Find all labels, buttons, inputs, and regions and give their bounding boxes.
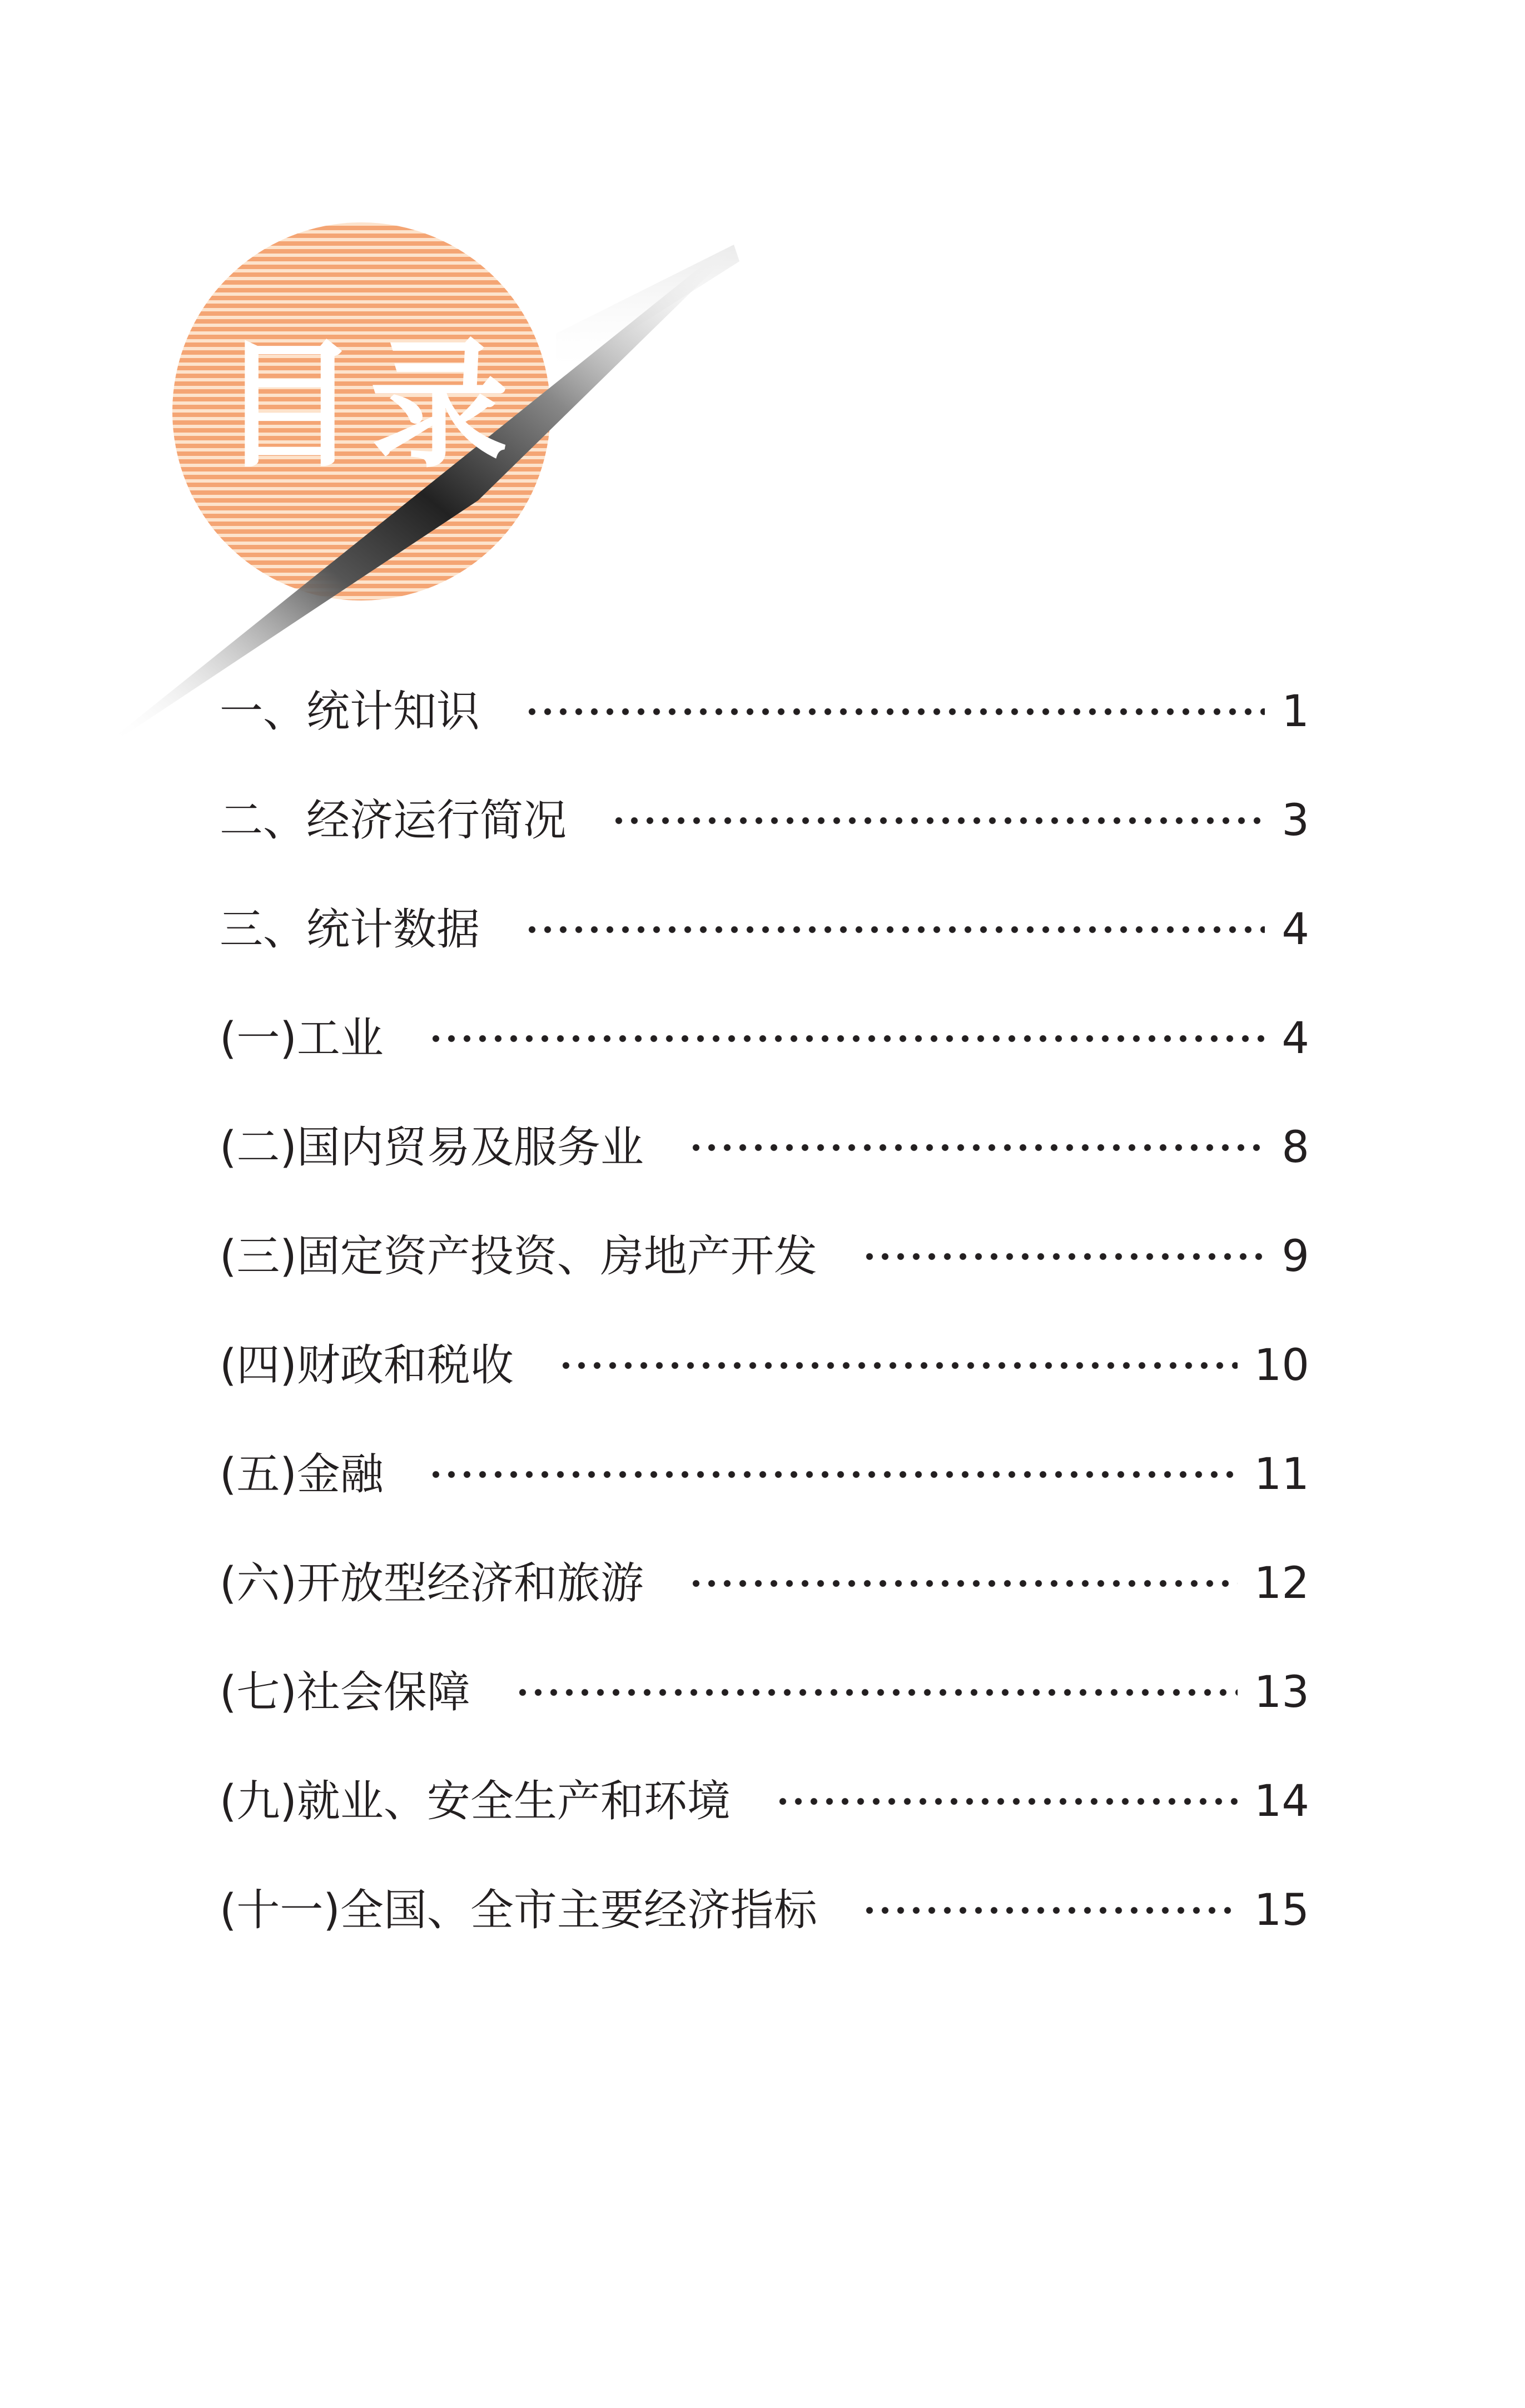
toc-entry-page-number: 1 <box>1281 687 1309 737</box>
dot-leader <box>428 1035 1265 1042</box>
toc-entry-page-number: 9 <box>1281 1232 1309 1282</box>
toc-entry-page-number: 8 <box>1281 1123 1309 1173</box>
toc-entry-label: 三、统计数据 <box>220 905 480 955</box>
toc-entry[interactable] <box>220 1226 1309 1287</box>
dot-leader <box>688 1144 1265 1151</box>
toc-entry-label: (五)金融 <box>220 1449 384 1500</box>
toc-entry-label: (六)开放型经济和旅游 <box>220 1558 644 1608</box>
toc-entry-label: (七)社会保障 <box>220 1667 470 1717</box>
dot-leader <box>611 817 1265 825</box>
toc-entry[interactable] <box>220 1335 1309 1396</box>
toc-entry-page-number: 11 <box>1254 1449 1309 1500</box>
dot-leader <box>524 926 1265 934</box>
dot-leader <box>524 708 1265 716</box>
toc-entry[interactable] <box>220 681 1309 742</box>
dot-leader <box>775 1798 1238 1805</box>
toc-entry[interactable] <box>220 1771 1309 1832</box>
toc-entry[interactable] <box>220 1008 1309 1069</box>
toc-entry-page-number: 4 <box>1281 905 1309 955</box>
toc-entry[interactable] <box>220 1553 1309 1614</box>
dot-leader <box>688 1580 1238 1587</box>
dot-leader <box>428 1471 1238 1478</box>
toc-entry[interactable] <box>220 1444 1309 1505</box>
toc-entry-page-number: 12 <box>1254 1558 1309 1608</box>
toc-entry-label: (九)就业、安全生产和环境 <box>220 1776 731 1826</box>
toc-entry-label: (十一)全国、全市主要经济指标 <box>220 1885 817 1935</box>
dot-leader <box>862 1253 1265 1260</box>
toc-entry[interactable] <box>220 1117 1309 1178</box>
toc-entry-label: (三)固定资产投资、房地产开发 <box>220 1232 817 1282</box>
toc-entry-page-number: 14 <box>1254 1776 1309 1826</box>
toc-entry[interactable] <box>220 1662 1309 1723</box>
toc-entry[interactable] <box>220 899 1309 960</box>
toc-entry[interactable] <box>220 790 1309 851</box>
toc-entry-label: (四)财政和税收 <box>220 1340 514 1391</box>
toc-entry-label: (一)工业 <box>220 1014 384 1064</box>
toc-entry-label: 二、经济运行简况 <box>220 796 567 846</box>
dot-leader <box>862 1906 1238 1914</box>
toc-entry-page-number: 13 <box>1254 1667 1309 1717</box>
dot-leader <box>558 1362 1238 1369</box>
page-title: 目录 <box>220 325 520 486</box>
toc-entry[interactable] <box>220 1880 1309 1941</box>
toc-entry-label: 一、统计知识 <box>220 687 480 737</box>
toc-entry-label: (二)国内贸易及服务业 <box>220 1123 644 1173</box>
dot-leader <box>515 1689 1238 1696</box>
toc-entry-page-number: 4 <box>1281 1014 1309 1064</box>
toc-entry-page-number: 10 <box>1254 1340 1309 1391</box>
toc-entry-page-number: 15 <box>1254 1885 1309 1935</box>
toc-entry-page-number: 3 <box>1281 796 1309 846</box>
